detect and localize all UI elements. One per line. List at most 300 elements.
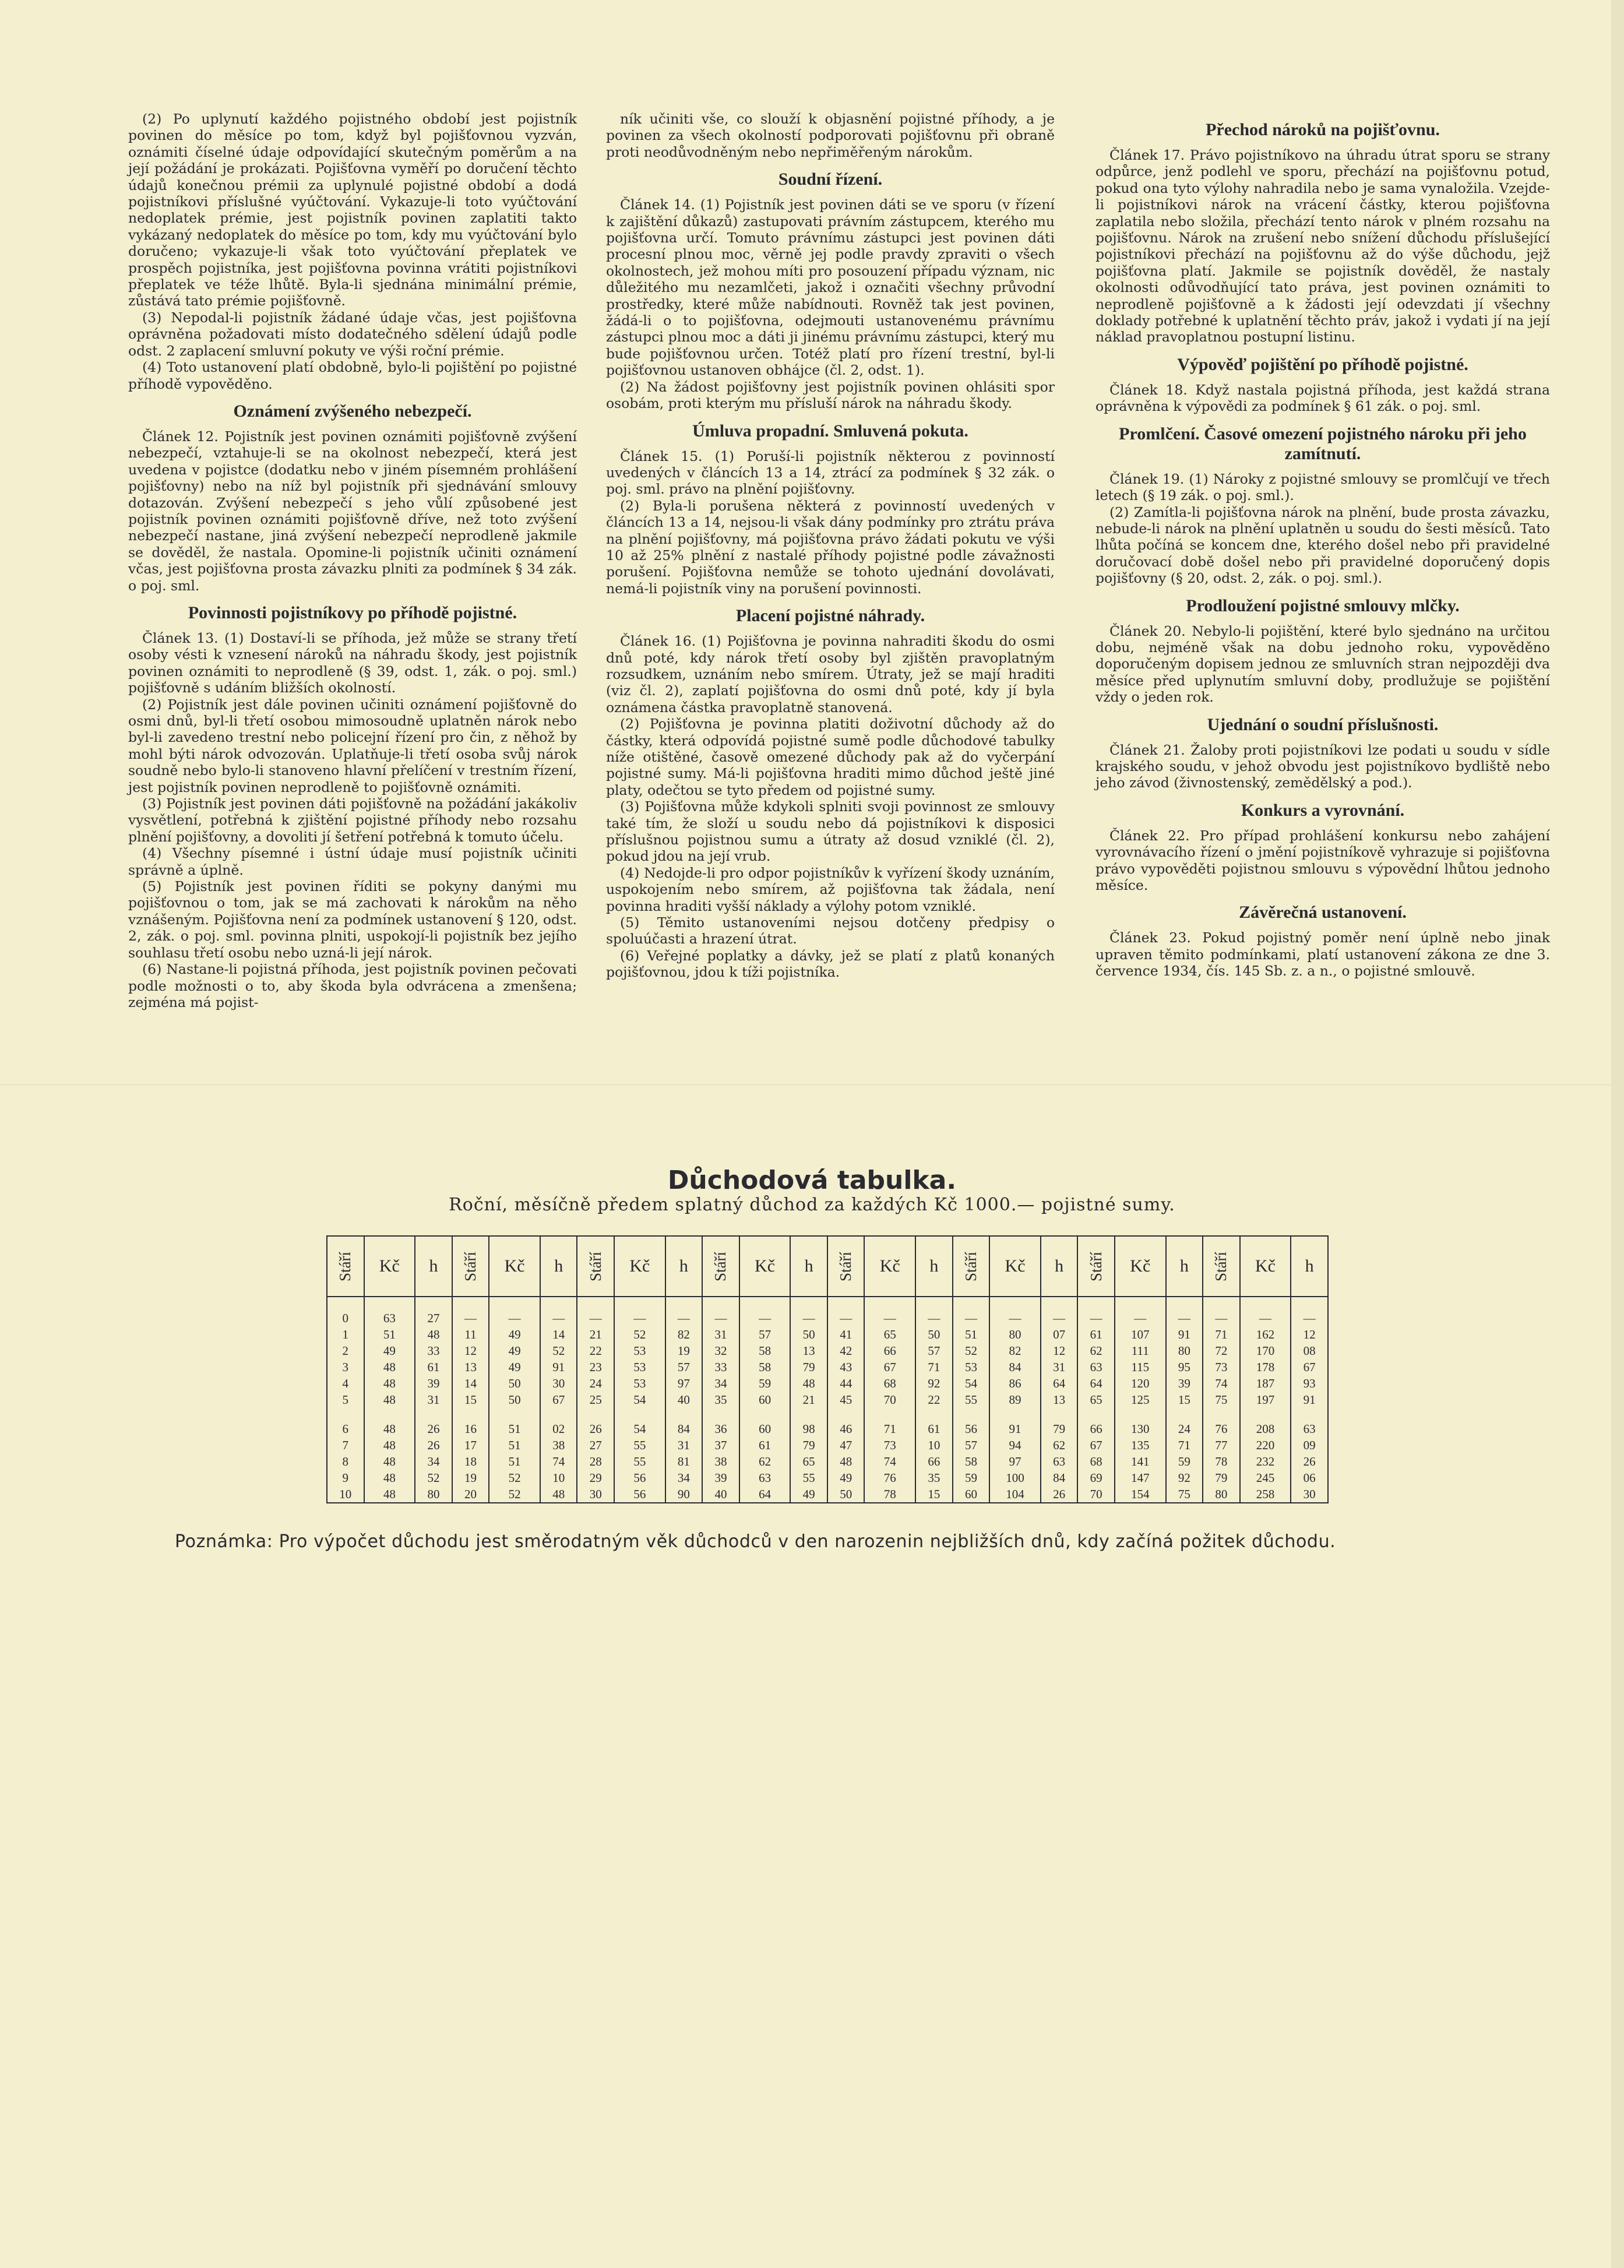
table-cell: 11: [452, 1326, 489, 1343]
table-cell: 91: [1291, 1392, 1328, 1408]
table-cell: [1240, 1297, 1291, 1310]
table-cell: 31: [415, 1392, 452, 1408]
paragraph: (2) Pojišťovna je povinna platiti doživotní důchody až do částky, která odpovídá pojistné sumě podle důchodové tabulky níže otištěné, časově omezené důchody pak až do vyčerpání pojistné sumy. Má-li pojišťovna hraditi mimo důchod ještě jiné platy, odečtou se tyto předem od pojistné sumy.: [606, 716, 1055, 798]
table-cell: 40: [665, 1392, 703, 1408]
table-cell: 10: [327, 1486, 364, 1503]
paragraph: Článek 12. Pojistník jest povinen oznámiti pojišťovně zvýšení nebezpečí, vztahuje-li se na okolnost nebezpečí, která jest uvedena v pojistce (dodatku nebo v jiném písemném prohlášení pojišťovny) nebo na níž byl pojistník při sjednávání smlouvy dotazován. Zvýšení nebezpečí s jeho vůlí způsobené jest pojistník povinen oznámiti pojišťovně dříve, než toto zvýšení nebezpečí nastane, jiná zvýšení nebezpečí neprodleně jakmile se dověděl, že nastala. Opomine-li pojistník učiniti oznámení včas, jest pojišťovna prosta závazku plniti za podmínek § 34 zák. o poj. sml.: [128, 428, 577, 594]
table-cell: 86: [989, 1375, 1041, 1392]
table-cell: 48: [364, 1453, 415, 1470]
section-heading: Povinnosti pojistníkovy po příhodě pojistné.: [188, 603, 517, 622]
table-subtitle: Roční, měsíčně předem splatný důchod za každých Kč 1000.— pojistné sumy.: [449, 1195, 1175, 1215]
table-cell: 63: [739, 1470, 791, 1486]
table-cell: [614, 1297, 665, 1310]
table-cell: [364, 1297, 415, 1310]
table-cell: 52: [489, 1470, 540, 1486]
table-cell: 73: [1203, 1359, 1240, 1375]
table-cell: 48: [790, 1375, 827, 1392]
table-row: [327, 1375, 1328, 1392]
table-cell: 50: [489, 1392, 540, 1408]
section-heading: Úmluva propadní. Smluvená pokuta.: [692, 421, 968, 441]
table-cell: 31: [665, 1437, 703, 1453]
table-row: [327, 1359, 1328, 1375]
table-cell: 80: [415, 1486, 452, 1503]
table-cell: 79: [1203, 1470, 1240, 1486]
table-cell: 48: [540, 1486, 577, 1503]
table-cell: 232: [1240, 1453, 1291, 1470]
table-row: [327, 1486, 1328, 1503]
paragraph: (3) Pojistník jest povinen dáti pojišťovně na požádání jakákoliv vysvětlení, potřebná k zjištění pojistné příhody nebo rozsahu plnění pojišťovny, a dovoliti jí šetření potřebná k tomuto účelu.: [128, 795, 577, 845]
table-cell: [989, 1297, 1041, 1310]
table-cell: —: [790, 1310, 827, 1326]
table-cell: 31: [1041, 1359, 1078, 1375]
table-cell: 92: [1166, 1470, 1203, 1486]
table-cell: 115: [1115, 1359, 1166, 1375]
table-cell: 162: [1240, 1326, 1291, 1343]
table-cell: 54: [614, 1421, 665, 1437]
table-cell: 50: [489, 1375, 540, 1392]
table-cell: 67: [1077, 1437, 1115, 1453]
table-cell: 65: [864, 1326, 915, 1343]
table-cell: 258: [1240, 1486, 1291, 1503]
table-cell: 08: [1291, 1343, 1328, 1359]
table-cell: 51: [364, 1326, 415, 1343]
col-header-kc: Kč: [739, 1236, 791, 1297]
table-cell: 187: [1240, 1375, 1291, 1392]
table-cell: 78: [1203, 1453, 1240, 1470]
table-cell: [415, 1297, 452, 1310]
table-cell: [1291, 1297, 1328, 1310]
table-cell: 14: [452, 1375, 489, 1392]
table-cell: 84: [665, 1421, 703, 1437]
paragraph: (4) Nedojde-li pro odpor pojistníkův k vyřízení škody uznáním, uspokojením nebo smírem, až pojišťovna tak žádala, není povinna hraditi vyšší náklady a výlohy potom vzniklé.: [606, 864, 1055, 914]
paragraph: (6) Veřejné poplatky a dávky, jež se platí z platů konaných pojišťovnou, jdou k tíži pojistníka.: [606, 947, 1055, 981]
table-cell: 80: [1166, 1343, 1203, 1359]
col-header-age: Stáří: [702, 1236, 739, 1297]
table-cell: 42: [827, 1343, 865, 1359]
table-cell: [1291, 1408, 1328, 1421]
col-header-h: h: [1166, 1236, 1203, 1297]
table-cell: 45: [827, 1392, 865, 1408]
table-cell: 67: [864, 1359, 915, 1375]
table-row: [327, 1343, 1328, 1359]
table-cell: 48: [364, 1486, 415, 1503]
table-cell: 76: [864, 1470, 915, 1486]
col-header-h: h: [540, 1236, 577, 1297]
table-cell: 52: [614, 1326, 665, 1343]
paragraph: (2) Byla-li porušena některá z povinností uvedených v článcích 13 a 14, nejsou-li však dány podmínky pro ztrátu práva na plnění pojišťovny, má pojišťovna právo žádati pokutu ve výši 10 až 25% plnění z nastalé příhody pojistné podle závažnosti porušení. Pojišťovna nemůže se tohoto ujednání dovolávati, nemá-li pojistník viny na porušení povinnosti.: [606, 497, 1055, 597]
table-cell: 75: [1203, 1392, 1240, 1408]
table-cell: 71: [1203, 1326, 1240, 1343]
table-cell: [540, 1297, 577, 1310]
table-cell: 82: [989, 1343, 1041, 1359]
table-cell: 38: [540, 1437, 577, 1453]
table-cell: 21: [790, 1392, 827, 1408]
paragraph: Článek 20. Nebylo-li pojištění, které bylo sjednáno na určitou dobu, nejméně však na dobu jednoho roku, vypověděno doporučeným dopisem jednou ze smluvních stran nejpozději dva měsíce před uplynutím smluvní doby, prodlužuje se pojištění vždy o jeden rok.: [1095, 622, 1550, 706]
table-cell: —: [540, 1310, 577, 1326]
paragraph: Článek 17. Právo pojistníkovo na úhradu útrat sporu se strany odpůrce, jenž podlehl ve sporu, přechází na pojišťovnu potud, pokud ona tyto výlohy nahradila nebo je sama vynaložila. Vzejde-li pojistníkovi nárok na vrácení částky, kterou pojišťovna zaplatila nebo složila, přechází tento nárok v plném rozsahu na pojišťovnu. Nárok na zrušení nebo snížení důchodu příslušející pojistníkovi přechází na pojišťovnu až do výše důchodu, jejž pojišťovna platí. Jakmile se pojistník dověděl, že nastaly okolnosti odůvodňující tato práva, jest povinen oznámiti to neprodleně pojišťovně a k žádosti její odevzdati jí všechny doklady potřebné k uplatnění těchto práv, jakož i vydati jí na její náklad pravoplatnou postupní listinu.: [1095, 147, 1550, 346]
table-cell: 26: [577, 1421, 614, 1437]
table-cell: 48: [364, 1470, 415, 1486]
table-cell: [614, 1408, 665, 1421]
table-cell: [364, 1408, 415, 1421]
table-cell: [452, 1297, 489, 1310]
table-cell: 4: [327, 1375, 364, 1392]
table-cell: 50: [827, 1486, 865, 1503]
table-cell: 12: [1041, 1343, 1078, 1359]
col-header-h: h: [790, 1236, 827, 1297]
table-cell: 1: [327, 1326, 364, 1343]
col-header-kc: Kč: [1240, 1236, 1291, 1297]
table-cell: 13: [790, 1343, 827, 1359]
table-cell: 67: [1291, 1359, 1328, 1375]
table-cell: 49: [489, 1343, 540, 1359]
table-cell: 70: [864, 1392, 915, 1408]
section-heading: Soudní řízení.: [778, 170, 883, 189]
table-cell: 245: [1240, 1470, 1291, 1486]
table-cell: [540, 1408, 577, 1421]
section-heading: Konkurs a vyrovnání.: [1241, 800, 1405, 820]
table-cell: 38: [702, 1453, 739, 1470]
table-cell: [1041, 1297, 1078, 1310]
table-cell: 39: [702, 1470, 739, 1486]
table-cell: 5: [327, 1392, 364, 1408]
table-cell: 21: [577, 1326, 614, 1343]
table-cell: —: [827, 1310, 865, 1326]
table-cell: [1240, 1408, 1291, 1421]
table-cell: [1077, 1408, 1115, 1421]
table-cell: 104: [989, 1486, 1041, 1503]
table-cell: 50: [790, 1326, 827, 1343]
table-cell: 10: [540, 1470, 577, 1486]
paragraph: Článek 14. (1) Pojistník jest povinen dáti se ve sporu (v řízení k zajištění důkazů) zastupovati právním zástupcem, kterého mu pojišťovna určí. Tomuto právnímu zástupci jest povinen dáti procesní plnou moc, věrně jej podle pravdy zpraviti o všech okolnostech, jež mohou míti pro posouzení případu význam, nic důležitého mu nezamlčeti, jakož i označiti všechny průvodní prostředky, které může nabídnouti. Rovněž tak jest povinen, žádá-li o to pojišťovna, odejmouti ustanovenému právnímu zástupci plnou moc a dáti ji jinému právnímu zástupci, který mu bude pojišťovnou určen. Totéž platí pro řízení trestní, byl-li pojišťovnou ustanoven obhájce (čl. 2, odst. 1).: [606, 196, 1055, 379]
table-cell: 26: [1041, 1486, 1078, 1503]
annuity-table: [326, 1235, 1329, 1503]
table-cell: 135: [1115, 1437, 1166, 1453]
table-cell: 39: [1166, 1375, 1203, 1392]
table-cell: 56: [953, 1421, 990, 1437]
table-cell: 63: [1291, 1421, 1328, 1437]
table-cell: —: [452, 1310, 489, 1326]
table-cell: [702, 1408, 739, 1421]
table-cell: 27: [577, 1437, 614, 1453]
section-heading: Ujednání o soudní příslušnosti.: [1207, 714, 1439, 734]
col-header-age: Stáří: [327, 1236, 364, 1297]
table-cell: 2: [327, 1343, 364, 1359]
table-cell: —: [1291, 1310, 1328, 1326]
table-cell: —: [739, 1310, 791, 1326]
table-cell: 52: [489, 1486, 540, 1503]
table-cell: 49: [489, 1359, 540, 1375]
table-cell: 23: [577, 1359, 614, 1375]
table-cell: 07: [1041, 1326, 1078, 1343]
col-header-h: h: [1041, 1236, 1078, 1297]
table-cell: 97: [989, 1453, 1041, 1470]
table-cell: 12: [1291, 1326, 1328, 1343]
table-cell: 30: [577, 1486, 614, 1503]
text-column-2: [606, 111, 1055, 981]
table-row: [327, 1297, 1328, 1310]
table-cell: 71: [1166, 1437, 1203, 1453]
table-cell: 61: [415, 1359, 452, 1375]
table-cell: 06: [1291, 1470, 1328, 1486]
table-cell: 82: [665, 1326, 703, 1343]
table-cell: 6: [327, 1421, 364, 1437]
table-cell: 32: [702, 1343, 739, 1359]
table-cell: 60: [953, 1486, 990, 1503]
table-cell: 53: [614, 1343, 665, 1359]
table-cell: 55: [614, 1437, 665, 1453]
table-cell: [1077, 1297, 1115, 1310]
paragraph: (2) Pojistník jest dále povinen učiniti oznámení pojišťovně do osmi dnů, byl-li třetí osobou mimosoudně uplatněn nárok nebo byl-li zavedeno trestní nebo policejní řízení pro čin, z něhož by mohl býti nárok odvozován. Uplatňuje-li třetí osoba svůj nárok soudně nebo bylo-li stanoveno hlavní přelíčení v trestním řízení, jest pojistník povinen neprodleně to pojišťovně oznámiti.: [128, 696, 577, 795]
footnote: Poznámka: Pro výpočet důchodu jest směrodatným věk důchodců v den narozenin nejbližších dnů, kdy začíná požitek důchodu.: [175, 1531, 1336, 1552]
table-cell: 100: [989, 1470, 1041, 1486]
table-cell: 90: [665, 1486, 703, 1503]
col-header-age: Stáří: [827, 1236, 865, 1297]
table-cell: —: [1240, 1310, 1291, 1326]
col-header-h: h: [665, 1236, 703, 1297]
table-cell: 34: [415, 1453, 452, 1470]
table-cell: 49: [489, 1326, 540, 1343]
paragraph: Článek 19. (1) Nároky z pojistné smlouvy se promlčují ve třech letech (§ 19 zák. o poj. sml.).: [1095, 470, 1550, 504]
table-cell: —: [1166, 1310, 1203, 1326]
table-cell: 64: [1041, 1375, 1078, 1392]
table-cell: 49: [364, 1343, 415, 1359]
table-cell: 51: [953, 1326, 990, 1343]
table-cell: 59: [739, 1375, 791, 1392]
table-cell: 12: [452, 1343, 489, 1359]
table-cell: 130: [1115, 1421, 1166, 1437]
table-row: [327, 1453, 1328, 1470]
table-cell: [452, 1408, 489, 1421]
paragraph: Článek 22. Pro případ prohlášení konkursu nebo zahájení vyrovnávacího řízení o jmění pojistníkově vyhrazuje si pojišťovna právo vypověděti pojistnou smlouvu s výpovědní lhůtou jednoho měsíce.: [1095, 827, 1550, 893]
table-cell: [1115, 1408, 1166, 1421]
table-cell: 51: [489, 1421, 540, 1437]
table-row: [327, 1470, 1328, 1486]
table-header-row: [327, 1236, 1328, 1297]
table-cell: 51: [489, 1453, 540, 1470]
table-cell: 67: [540, 1392, 577, 1408]
table-cell: [1203, 1297, 1240, 1310]
table-cell: 111: [1115, 1343, 1166, 1359]
table-cell: 22: [577, 1343, 614, 1359]
table-cell: 53: [614, 1359, 665, 1375]
table-cell: 71: [915, 1359, 953, 1375]
table-cell: —: [614, 1310, 665, 1326]
table-cell: 10: [915, 1437, 953, 1453]
paragraph: (2) Zamítla-li pojišťovna nárok na plnění, bude prosta závazku, nebude-li nárok na plnění uplatněn u soudu do šesti měsíců. Tato lhůta počíná se koncem dne, kterého došel nebo při pravidelné doručovací době došel nebo při pravidelné doporučený dopis pojišťovny (§ 20, odst. 2, zák. o poj. sml.).: [1095, 503, 1550, 587]
table-cell: 34: [702, 1375, 739, 1392]
table-cell: [577, 1297, 614, 1310]
table-cell: [1041, 1408, 1078, 1421]
table-cell: 58: [953, 1453, 990, 1470]
table-body: [327, 1297, 1328, 1503]
table-cell: 95: [1166, 1359, 1203, 1375]
table-cell: 52: [415, 1470, 452, 1486]
table-cell: 63: [1041, 1453, 1078, 1470]
table-row: [327, 1437, 1328, 1453]
table-cell: 02: [540, 1421, 577, 1437]
table-cell: 47: [827, 1437, 865, 1453]
table-cell: 50: [915, 1326, 953, 1343]
table-cell: 72: [1203, 1343, 1240, 1359]
table-cell: 92: [915, 1375, 953, 1392]
table-cell: 3: [327, 1359, 364, 1375]
table-cell: 80: [989, 1326, 1041, 1343]
table-cell: 66: [1077, 1421, 1115, 1437]
table-cell: 66: [915, 1453, 953, 1470]
table-cell: 74: [540, 1453, 577, 1470]
table-cell: 33: [415, 1343, 452, 1359]
table-cell: [739, 1297, 791, 1310]
table-cell: 49: [790, 1486, 827, 1503]
table-cell: 197: [1240, 1392, 1291, 1408]
paragraph: Článek 13. (1) Dostaví-li se příhoda, jež může se strany třetí osoby vésti k vznesení nároků na náhradu škody, jest pojistník povinen oznámiti to neprodleně (§ 39, odst. 1, zák. o poj. sml.) pojišťovně s udáním bližších okolností.: [128, 629, 577, 696]
table-cell: 18: [452, 1453, 489, 1470]
table-cell: [864, 1408, 915, 1421]
table-cell: 33: [702, 1359, 739, 1375]
table-cell: 71: [864, 1421, 915, 1437]
table-cell: 57: [665, 1359, 703, 1375]
table-cell: 66: [864, 1343, 915, 1359]
table-cell: 53: [614, 1375, 665, 1392]
paragraph: ník učiniti vše, co slouží k objasnění pojistné příhody, a je povinen za všech okolností podporovati pojišťovnu při obraně proti neodůvodněným nebo nepřiměřeným nárokům.: [606, 111, 1055, 160]
table-cell: 208: [1240, 1421, 1291, 1437]
table-cell: 52: [540, 1343, 577, 1359]
table-cell: —: [702, 1310, 739, 1326]
table-cell: 16: [452, 1421, 489, 1437]
table-row: [327, 1408, 1328, 1421]
table-cell: 93: [1291, 1375, 1328, 1392]
table-cell: 39: [415, 1375, 452, 1392]
table-cell: 147: [1115, 1470, 1166, 1486]
table-cell: [915, 1408, 953, 1421]
table-cell: [953, 1297, 990, 1310]
table-cell: 89: [989, 1392, 1041, 1408]
table-cell: 81: [665, 1453, 703, 1470]
table-cell: 79: [1041, 1421, 1078, 1437]
table-cell: 61: [739, 1437, 791, 1453]
table-cell: 64: [1077, 1375, 1115, 1392]
paragraph: Článek 16. (1) Pojišťovna je povinna nahraditi škodu do osmi dnů poté, kdy nárok třetí osoby byl zjištěn pravoplatným rozsudkem, uznáním nebo smírem. Útraty, jež se mají hraditi (viz čl. 2), zaplatí pojišťovna do osmi dnů poté, kdy jí byla oznámena částka pravoplatně stanovená.: [606, 633, 1055, 716]
paragraph: Článek 18. Když nastala pojistná příhoda, jest každá strana oprávněna k výpovědi za podmínek § 61 zák. o poj. sml.: [1095, 381, 1550, 415]
table-cell: 46: [827, 1421, 865, 1437]
col-header-age: Stáří: [452, 1236, 489, 1297]
table-cell: —: [915, 1310, 953, 1326]
table-cell: —: [1041, 1310, 1078, 1326]
paragraph: (6) Nastane-li pojistná příhoda, jest pojistník povinen pečovati podle možnosti o to, aby škoda byla odvrácena a zmenšena; zejména má pojist-: [128, 961, 577, 1010]
table-cell: [327, 1297, 364, 1310]
table-cell: 62: [1077, 1343, 1115, 1359]
table-cell: 29: [577, 1470, 614, 1486]
table-cell: 24: [577, 1375, 614, 1392]
table-cell: 30: [1291, 1486, 1328, 1503]
table-cell: 62: [1041, 1437, 1078, 1453]
table-cell: 17: [452, 1437, 489, 1453]
table-cell: 43: [827, 1359, 865, 1375]
table-row: [327, 1421, 1328, 1437]
paragraph: Článek 21. Žaloby proti pojistníkovi lze podati u soudu v sídle krajského soudu, v jehož obvodu jest pojistníkovo bydliště nebo jeho závod (živnostenský, zemědělský a pod.).: [1095, 741, 1550, 791]
col-header-age: Stáří: [577, 1236, 614, 1297]
table-cell: [827, 1408, 865, 1421]
table-cell: —: [864, 1310, 915, 1326]
table-cell: 09: [1291, 1437, 1328, 1453]
table-cell: 8: [327, 1453, 364, 1470]
table-cell: 9: [327, 1470, 364, 1486]
table-cell: 19: [452, 1470, 489, 1486]
table-cell: [665, 1408, 703, 1421]
paper-edge: [1611, 0, 1624, 2268]
table-cell: [864, 1297, 915, 1310]
table-cell: 68: [864, 1375, 915, 1392]
table-cell: 37: [702, 1437, 739, 1453]
table-cell: 64: [739, 1486, 791, 1503]
table-cell: [489, 1408, 540, 1421]
paragraph: (3) Pojišťovna může kdykoli splniti svoji povinnost ze smlouvy také tím, že složí u soudu nebo dá pojistníkovi k disposici příslušnou pojistnou sumu a útraty až dosud vzniklé (čl. 2), pokud jdou na její vrub.: [606, 798, 1055, 865]
table-cell: 41: [827, 1326, 865, 1343]
table-cell: 44: [827, 1375, 865, 1392]
paragraph: (4) Všechny písemné i ústní údaje musí pojistník učiniti správně a úplně.: [128, 845, 577, 878]
table-cell: 0: [327, 1310, 364, 1326]
table-cell: 65: [790, 1453, 827, 1470]
table-cell: 141: [1115, 1453, 1166, 1470]
table-cell: 26: [415, 1421, 452, 1437]
table-cell: 48: [364, 1375, 415, 1392]
section-heading: Výpověď pojištění po příhodě pojistné.: [1177, 354, 1468, 374]
col-header-h: h: [1291, 1236, 1328, 1297]
table-cell: 54: [953, 1375, 990, 1392]
table-cell: [953, 1408, 990, 1421]
table-cell: 56: [614, 1470, 665, 1486]
table-cell: 34: [665, 1470, 703, 1486]
table-cell: 56: [614, 1486, 665, 1503]
table-cell: 80: [1203, 1486, 1240, 1503]
section-heading: Prodloužení pojistné smlouvy mlčky.: [1186, 596, 1460, 615]
table-cell: 62: [739, 1453, 791, 1470]
table-cell: 7: [327, 1437, 364, 1453]
table-cell: 68: [1077, 1453, 1115, 1470]
section-heading: Přechod nároků na pojišťovnu.: [1206, 120, 1440, 139]
table-cell: 57: [739, 1326, 791, 1343]
table-cell: 63: [364, 1310, 415, 1326]
table-cell: 48: [364, 1421, 415, 1437]
table-cell: 125: [1115, 1392, 1166, 1408]
col-header-kc: Kč: [364, 1236, 415, 1297]
table-cell: [790, 1297, 827, 1310]
table-cell: 69: [1077, 1470, 1115, 1486]
paragraph: (2) Po uplynutí každého pojistného období jest pojistník povinen do měsíce po tom, když byl pojišťovnou vyzván, oznámiti číselné údaje odpovídající skutečným poměrům a na její požádání je prokázati. Pojišťovna vyměří po doručení těchto údajů konečnou prémii za uplynulé pojistné období a dodá pojistníkovi příslušné vyúčtování. Vykazuje-li toto vyúčtování nedoplatek prémie, jest pojistník povinen zaplatiti takto vykázaný nedoplatek do měsíce po tom, kdy mu vyúčtování bylo doručeno; vykazuje-li však toto vyúčtování přeplatek ve prospěch pojistníka, jest pojišťovna povinna vrátiti pojistníkovi přeplatek ve téže lhůtě. Byla-li sjednána minimální prémie, zůstává tato prémie pojišťovně.: [128, 111, 577, 309]
table-cell: 48: [827, 1453, 865, 1470]
col-header-h: h: [415, 1236, 452, 1297]
table-cell: 51: [489, 1437, 540, 1453]
table-cell: 97: [665, 1375, 703, 1392]
paragraph: Článek 23. Pokud pojistný poměr není úplně nebo jinak upraven těmito podmínkami, platí ustanovení zákona ze dne 3. července 1934, čís. 145 Sb. z. a n., o pojistné smlouvě.: [1095, 929, 1550, 980]
section-heading: Oznámení zvýšeného nebezpečí.: [233, 401, 472, 421]
table-cell: 40: [702, 1486, 739, 1503]
table-cell: [915, 1297, 953, 1310]
section-heading: Závěrečná ustanovení.: [1239, 903, 1407, 922]
col-header-kc: Kč: [489, 1236, 540, 1297]
table-cell: [702, 1297, 739, 1310]
table-cell: 26: [1291, 1453, 1328, 1470]
table-cell: 60: [739, 1421, 791, 1437]
table-cell: 178: [1240, 1359, 1291, 1375]
table-cell: —: [1203, 1310, 1240, 1326]
table-cell: 65: [1077, 1392, 1115, 1408]
table-cell: 24: [1166, 1421, 1203, 1437]
table-cell: 74: [1203, 1375, 1240, 1392]
table-cell: [1166, 1408, 1203, 1421]
table-cell: 91: [1166, 1326, 1203, 1343]
